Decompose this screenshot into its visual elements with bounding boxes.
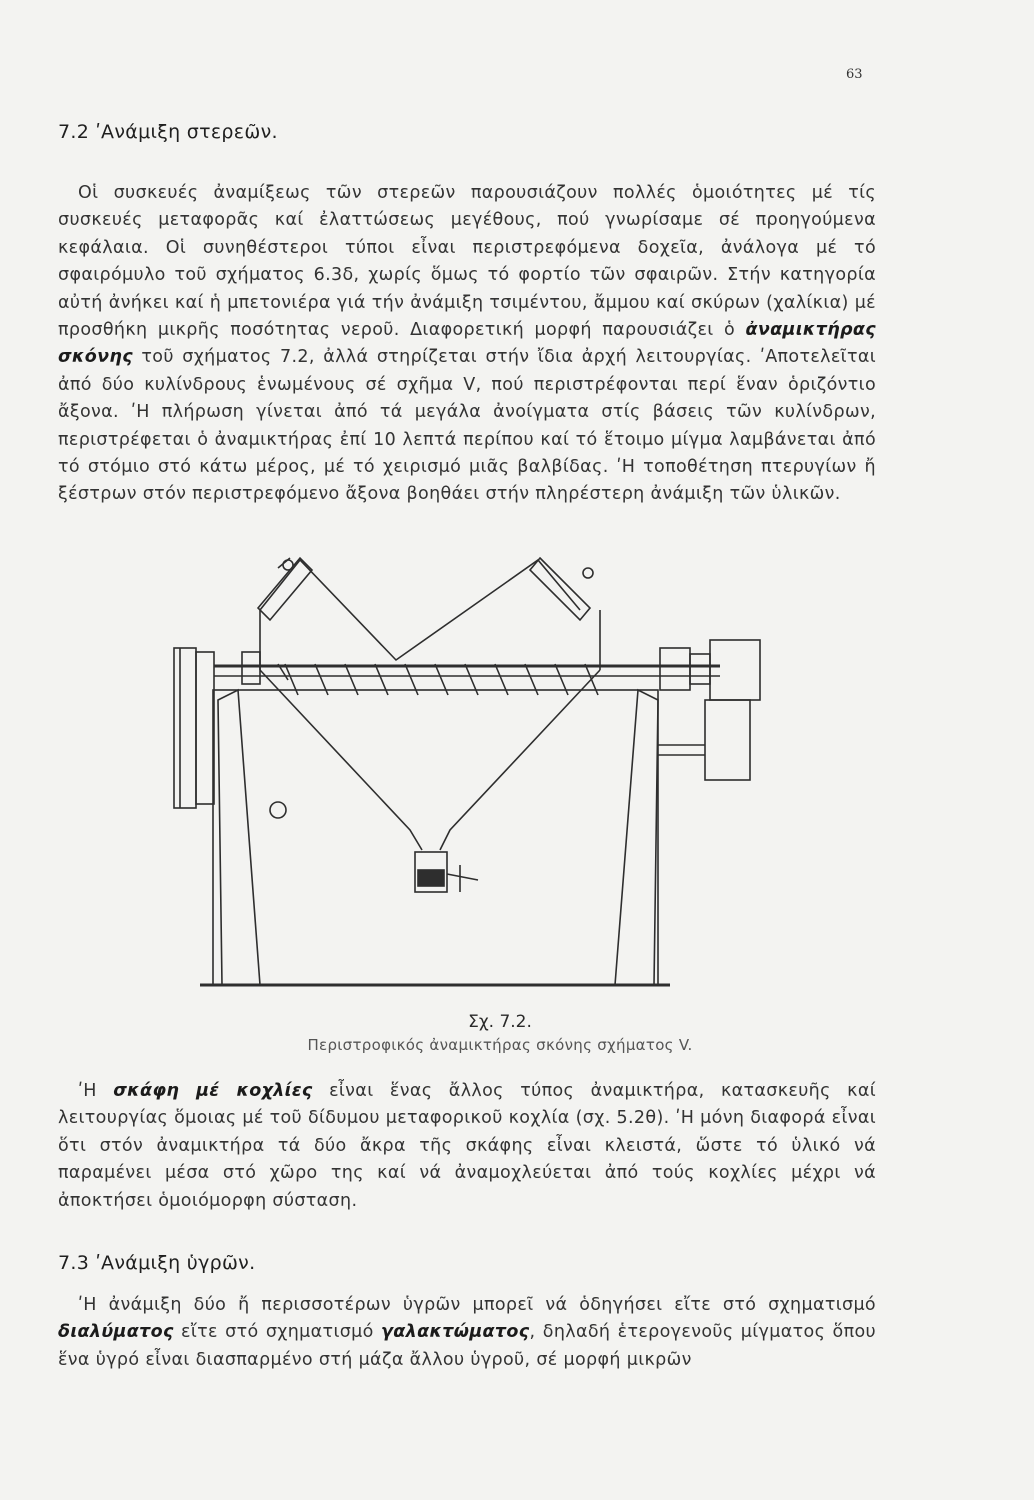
valve-handle [447,874,478,880]
bearing-left [242,652,260,684]
v-shell-left-side [260,670,422,850]
term-powder-mixer: ἀναμικτήρας σκόνης [58,320,876,368]
bearing-right [660,648,690,690]
base-frame [213,690,658,985]
paragraph-text: ʹΗ ἀνάμιξη δύο ἤ περισσοτέρων ὑγρῶν μπορεῖ νά ὁδηγήσει εἴτε στό σχηματισμό [78,1295,876,1315]
right-lid [530,558,590,620]
left-lid-knob [283,560,293,570]
paragraph-text: , δηλαδή ἑτερογενοῦς μίγματος ὅπου ἕνα ὑγρό εἶναι διασπαρμένο στή μάζα ἄλλου ὑγροῦ, σέ μορφή μικρῶν [58,1322,876,1370]
term-emulsion: γαλακτώματος [381,1322,530,1343]
paragraph-text: τοῦ σχήματος 7.2, ἀλλά στηρίζεται στήν ἴδια ἀρχή λειτουργίας. ʹΑποτελεῖται ἀπό δύο κυλίνδρους ἑνωμένους σέ σχῆμα V, πού περιστρέφονται περί ἕναν ὁριζόντιο ἄξονα. ʹΗ πλήρωση γίνεται ἀπό τά μεγάλα ἀνοίγματα στίς βάσεις τῶν κυλίνδρων, περιστρέφεται ὁ ἀναμικτήρας ἐπί 10 λεπτά περίπου καί τό ἕτοιμο μίγμα λαμβάνεται ἀπό τό στόμιο στό κάτω μέρος, μέ τό χειρισμό μιᾶς βαλβίδας. ʹΗ τοποθέτηση πτερυγίων ἤ ξέστρων στόν περιστρεφόμενο ἄξονα βοηθάει στήν πληρέστερη ἀνάμιξη τῶν ὑλικῶν. [58,347,876,505]
figure-caption: Περιστροφικός ἀναμικτήρας σκόνης σχήματος V. [307,1036,693,1054]
page-number: 63 [846,67,863,82]
v-shell-right-side [440,670,600,850]
term-solution: διαλύματος [58,1322,174,1343]
paragraph-text: ʹΗ [78,1081,114,1101]
v-blender-drawing [160,540,800,1000]
paragraph-solids-mixing [58,180,876,509]
paragraph-text: Οἱ συσκευές ἀναμίξεως τῶν στερεῶν παρουσιάζουν πολλές ὁμοιότητες μέ τίς συσκευές μεταφορᾶς καί ἐλαττώσεως μεγέθους, πού γνωρίσαμε σέ προηγούμενα κεφάλαια. Οἱ συνηθέστεροι τύποι εἶναι περιστρεφόμενα δοχεῖα, ἀνάλογα μέ τό σφαιρόμυλο τοῦ σχήματος 6.3δ, χωρίς ὅμως τό φορτίο τῶν σφαιρῶν. Στήν κατηγορία αὐτή ἀνήκει καί ἡ μπετονιέρα γιά τήν ἀνάμιξη τσιμέντου, ἄμμου καί σκύρων (χαλίκια) μέ προσθήκη μικρῆς ποσότητας νεροῦ. Διαφορετική μορφή παρουσιάζει ὁ [58,183,876,341]
v-blender-figure [160,540,800,1000]
paragraph-text: εἶναι ἕνας ἄλλος τύπος ἀναμικτήρα, κατασκευῆς καί λειτουργίας ὅμοιας μέ τοῦ δίδυμου μεταφορικοῦ κοχλία (σχ. 5.2θ). ʹΗ μόνη διαφορά εἶναι ὅτι στόν ἀναμικτήρα τά δύο ἄκρα τῆς σκάφης εἶναι κλειστά, ὥστε τό ὑλικό νά παραμένει μέσα στό χῶρο της καί νά ἀναμοχλεύεται ἀπό τούς κοχλίες μέχρι νά ἀποκτήσει ὁμοιόμορφη σύσταση. [58,1081,876,1211]
left-lid [258,558,312,620]
left-pulley-hub [196,652,214,804]
left-pedestal [218,690,260,985]
gearbox [710,640,760,700]
motor [705,700,750,780]
figure-label: Σχ. 7.2. [468,1012,532,1032]
section-heading-7-3: 7.3 ʹΑνάμιξη ὑγρῶν. [58,1252,256,1274]
paragraph-text: εἴτε στό σχηματισμό [173,1322,382,1343]
term-screw-trough: σκάφη μέ κοχλίες [113,1081,313,1101]
right-lid-knob [583,568,593,578]
right-pedestal [615,690,658,985]
section-heading-7-2: 7.2 ʹΑνάμιξη στερεῶν. [58,121,278,143]
left-bolt [270,802,286,818]
paragraph-screw-trough [58,1078,876,1215]
left-pulley [174,648,196,808]
paragraph-liquids-mixing [58,1292,876,1374]
